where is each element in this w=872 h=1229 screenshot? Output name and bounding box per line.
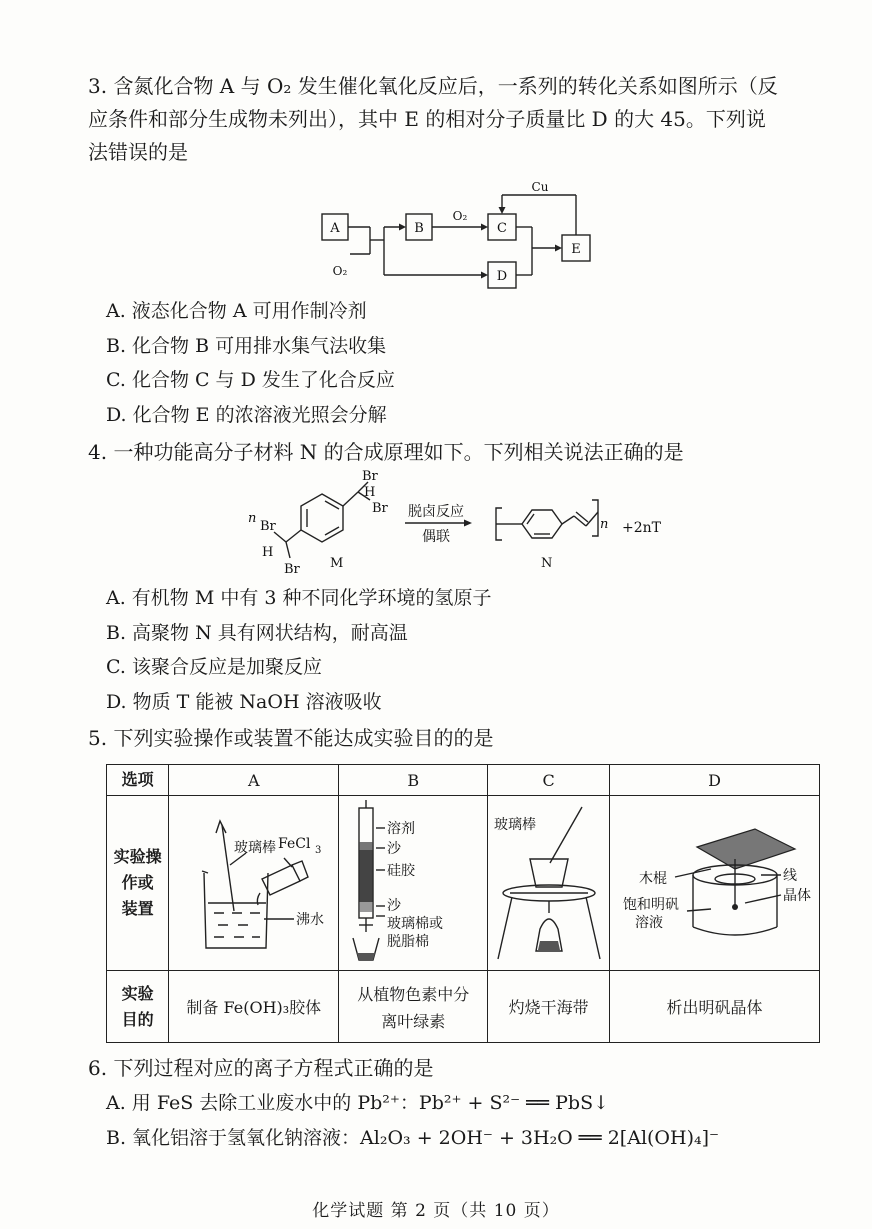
br-left-2: Br [284,562,300,577]
purpose-d: 析出明矾晶体 [610,971,820,1043]
q3-option-b: B. 化合物 B 可用排水集气法收集 [106,335,387,357]
label-boiling-water: 沸水 [295,912,324,928]
header-a: A [169,765,339,796]
q4-option-d: D. 物质 T 能被 NaOH 溶液吸收 [106,691,382,713]
apparatus-b [339,796,488,971]
label-crystal: 晶体 [782,888,811,904]
label-glass-rod-c: 玻璃棒 [493,817,536,833]
label-fecl3-sub: 3 [314,845,322,856]
label-fecl3: FeCl [277,836,311,852]
label-glass-rod-a: 玻璃棒 [233,840,276,856]
purpose-a: 制备 Fe(OH)₃胶体 [169,971,339,1043]
polymer-label-n: N [541,556,553,571]
label-saturated-alum: 饱和明矾 [622,897,679,913]
label-solution: 溶液 [634,915,663,931]
br-left-1: Br [260,519,276,534]
label-cotton: 脱脂棉 [387,934,430,950]
monomer-label-m: M [330,556,344,571]
table-header-row [107,765,820,796]
q3-stem-line-2: 应条件和部分生成物未列出），其中 E 的相对分子质量比 D 的大 45。下列说 [88,107,766,131]
purpose-row-label: 实验 目的 [107,971,169,1043]
byproduct-label: +2nT [622,520,661,536]
beaker-fecl3-drawing [174,803,334,963]
node-e-label: E [571,242,581,257]
table-purpose-row [107,971,820,1043]
q6-option-b: B. 氧化铝溶于氢氧化钠溶液：Al₂O₃ + 2OH⁻ + 3H₂O ══ 2[Al(OH)₄]⁻ [106,1127,720,1149]
o2-top-label: O₂ [452,209,468,223]
q3-option-a: A. 液态化合物 A 可用作制冷剂 [106,300,367,322]
header-option: 选项 [107,765,169,796]
table-apparatus-row [107,796,820,971]
node-b-label: B [414,221,424,236]
label-silica: 硅胶 [387,863,416,879]
node-c-label: C [497,221,507,236]
q5-stem: 5. 下列实验操作或装置不能达成实验目的的是 [88,726,494,750]
header-b: B [339,765,488,796]
q6-stem: 6. 下列过程对应的离子方程式正确的是 [88,1056,434,1080]
label-wood-stick: 木棍 [638,871,667,887]
q3-stem-line-1: 3. 含氮化合物 A 与 O₂ 发生催化氧化反应后，一系列的转化关系如图所示（反 [88,74,778,98]
label-glass-wool: 玻璃棉或 [387,916,444,932]
node-a-label: A [330,221,340,236]
arrow-bottom-label: 偶联 [422,529,450,545]
q4-option-b: B. 高聚物 N 具有网状结构，耐高温 [106,622,408,644]
q3-option-c: C. 化合物 C 与 D 发生了化合反应 [106,369,395,391]
label-sand-bottom: 沙 [387,898,402,914]
h-right: H [364,485,376,500]
crucible-heating-drawing [490,803,608,963]
q6-option-a: A. 用 FeS 去除工业废水中的 Pb²⁺：Pb²⁺ + S²⁻ ══ PbS↓ [106,1092,610,1114]
header-c: C [488,765,610,796]
q4-option-a: A. 有机物 M 中有 3 种不同化学环境的氢原子 [106,587,492,609]
apparatus-c [488,796,610,971]
q4-reaction-scheme [240,470,680,580]
br-right-2: Br [372,501,388,516]
label-solvent: 溶剂 [387,821,416,837]
q3-conversion-diagram [300,178,600,298]
q3-stem-line-3: 法错误的是 [88,140,188,164]
o2-left-label: O₂ [332,264,348,278]
label-thread: 线 [782,868,797,884]
q4-stem: 4. 一种功能高分子材料 N 的合成原理如下。下列相关说法正确的是 [88,440,684,464]
polymer-subscript-n: n [600,517,609,532]
apparatus-a [169,796,339,971]
page-footer: 化学试题 第 2 页（共 10 页） [312,1201,560,1221]
arrow-top-label: 脱卤反应 [408,504,464,520]
node-d-label: D [496,269,508,284]
cu-label: Cu [531,180,549,194]
q4-option-c: C. 该聚合反应是加聚反应 [106,656,322,678]
purpose-b: 从植物色素中分 离叶绿素 [339,971,488,1043]
apparatus-row-label: 实验操 作或 装置 [107,796,169,971]
alum-crystal-drawing [615,803,815,963]
chromatography-column-drawing [343,798,483,968]
q5-experiment-table [106,764,820,1043]
header-d: D [610,765,820,796]
n-coefficient: n [248,511,257,526]
q3-option-d: D. 化合物 E 的浓溶液光照会分解 [106,404,387,426]
br-right-1: Br [362,470,378,484]
apparatus-d [610,796,820,971]
purpose-c: 灼烧干海带 [488,971,610,1043]
label-sand-top: 沙 [387,841,402,857]
h-left: H [262,545,274,560]
